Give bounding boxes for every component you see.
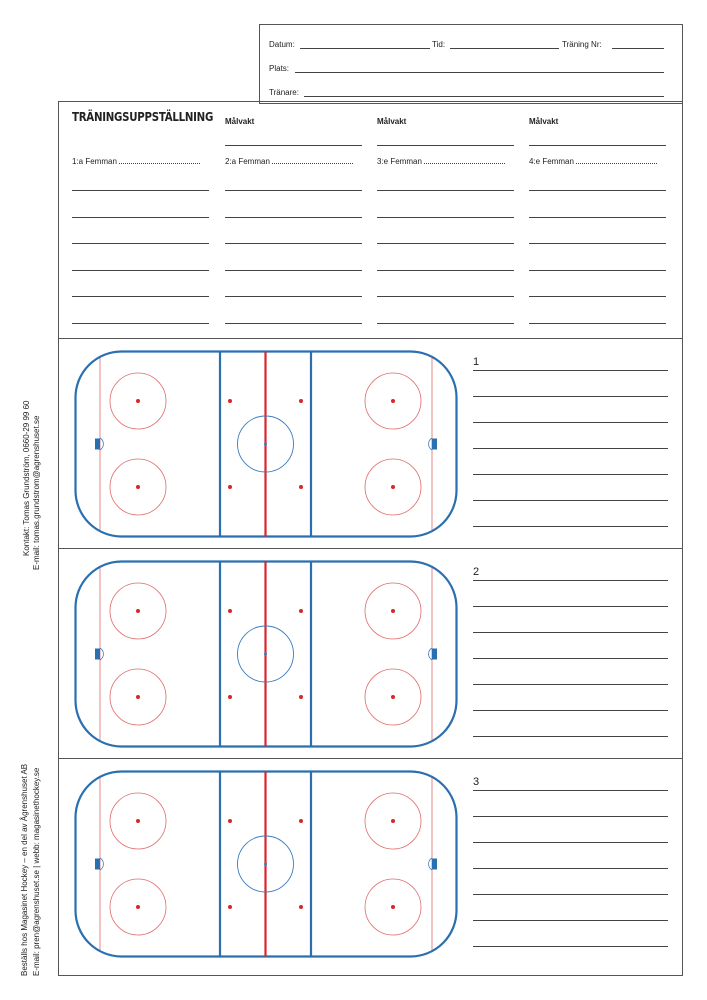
lineup-section: [58, 101, 683, 339]
tranare-label: Tränare:: [269, 88, 299, 97]
faceoff-dot-bl: [136, 905, 140, 909]
player-line-3-3[interactable]: [377, 243, 514, 244]
faceoff-dot-br: [391, 485, 395, 489]
drill-number-1: 1: [473, 356, 480, 368]
player-line-1-3[interactable]: [72, 243, 209, 244]
faceoff-dot-br: [391, 695, 395, 699]
player-line-4-2[interactable]: [529, 217, 666, 218]
faceoff-dot-tr: [391, 399, 395, 403]
order-text-1: Beställs hos Magasinet Hockey – en del av Ågrenshuset AB: [20, 763, 29, 976]
player-line-4-1[interactable]: [529, 190, 666, 191]
neutral-dot-2: [299, 609, 303, 613]
goalie-field-3[interactable]: [377, 145, 514, 146]
player-line-1-5[interactable]: [72, 296, 209, 297]
neutral-dot-1: [228, 399, 232, 403]
drill-note-line-2-7[interactable]: [473, 736, 668, 737]
drill-note-line-1-3[interactable]: [473, 422, 668, 423]
drill-note-line-2-3[interactable]: [473, 632, 668, 633]
drill-note-line-1-2[interactable]: [473, 396, 668, 397]
drill-number-2: 2: [473, 566, 480, 578]
rink-2[interactable]: [74, 560, 458, 753]
drill-note-line-2-1[interactable]: [473, 580, 668, 581]
neutral-dot-4: [299, 695, 303, 699]
goal-left: [95, 439, 100, 450]
faceoff-dot-tl: [136, 609, 140, 613]
femman-label-2: 2:a Femman: [225, 157, 353, 166]
rink-1[interactable]: [74, 350, 458, 543]
faceoff-dot-bl: [136, 485, 140, 489]
header-box: [259, 24, 683, 104]
player-line-2-1[interactable]: [225, 190, 362, 191]
goal-right: [432, 439, 437, 450]
plats-label: Plats:: [269, 64, 290, 73]
order-text-2: E-mail: pren@agrenshuset.se | webb: magasinethockey.se: [32, 767, 41, 976]
femman-label-3: 3:e Femman: [377, 157, 505, 166]
center-dot: [264, 653, 267, 656]
plats-field[interactable]: [295, 72, 664, 73]
drill-note-line-3-6[interactable]: [473, 920, 668, 921]
center-dot: [264, 443, 267, 446]
player-line-1-6[interactable]: [72, 323, 209, 324]
goalie-label-4: Målvakt: [529, 117, 559, 126]
player-line-2-5[interactable]: [225, 296, 362, 297]
goalie-field-4[interactable]: [529, 145, 666, 146]
goalie-label-2: Målvakt: [225, 117, 255, 126]
player-line-1-2[interactable]: [72, 217, 209, 218]
player-line-3-6[interactable]: [377, 323, 514, 324]
player-line-1-1[interactable]: [72, 190, 209, 191]
drill-note-line-3-4[interactable]: [473, 868, 668, 869]
player-line-2-6[interactable]: [225, 323, 362, 324]
neutral-dot-2: [299, 399, 303, 403]
drill-note-line-2-4[interactable]: [473, 658, 668, 659]
drill-note-line-2-5[interactable]: [473, 684, 668, 685]
faceoff-dot-tr: [391, 609, 395, 613]
goal-left: [95, 649, 100, 660]
contact-text-1: Kontakt: Tomas Grundström, 0660-29 99 60: [22, 400, 31, 556]
drill-note-line-3-5[interactable]: [473, 894, 668, 895]
neutral-dot-1: [228, 609, 232, 613]
rink-diagram-2[interactable]: [74, 560, 458, 748]
goalie-label-3: Målvakt: [377, 117, 407, 126]
drill-note-line-1-4[interactable]: [473, 448, 668, 449]
contact-text-2: E-mail: tomas.grundstrom@agrenshuset.se: [32, 415, 41, 570]
femman-label-1: 1:a Femman: [72, 157, 200, 166]
drill-note-line-2-2[interactable]: [473, 606, 668, 607]
goal-left: [95, 859, 100, 870]
goal-right: [432, 649, 437, 660]
neutral-dot-4: [299, 905, 303, 909]
drill-note-line-1-7[interactable]: [473, 526, 668, 527]
player-line-3-1[interactable]: [377, 190, 514, 191]
neutral-dot-2: [299, 819, 303, 823]
neutral-dot-3: [228, 485, 232, 489]
rink-diagram-3[interactable]: [74, 770, 458, 958]
faceoff-dot-tl: [136, 819, 140, 823]
traning-nr-field[interactable]: [612, 48, 664, 49]
traning-nr-label: Träning Nr:: [562, 40, 602, 49]
player-line-4-3[interactable]: [529, 243, 666, 244]
drill-note-line-3-2[interactable]: [473, 816, 668, 817]
player-line-2-3[interactable]: [225, 243, 362, 244]
faceoff-dot-tl: [136, 399, 140, 403]
player-line-3-2[interactable]: [377, 217, 514, 218]
page-title: TRÄNINGSUPPSTÄLLNING: [72, 110, 214, 124]
faceoff-dot-tr: [391, 819, 395, 823]
rink-diagram-1[interactable]: [74, 350, 458, 538]
player-line-4-4[interactable]: [529, 270, 666, 271]
rink-3[interactable]: [74, 770, 458, 963]
faceoff-dot-bl: [136, 695, 140, 699]
drill-note-line-3-7[interactable]: [473, 946, 668, 947]
neutral-dot-4: [299, 485, 303, 489]
tid-label: Tid:: [432, 40, 446, 49]
neutral-dot-1: [228, 819, 232, 823]
player-line-2-4[interactable]: [225, 270, 362, 271]
drill-note-line-3-3[interactable]: [473, 842, 668, 843]
drill-note-line-3-1[interactable]: [473, 790, 668, 791]
drill-note-line-1-6[interactable]: [473, 500, 668, 501]
datum-label: Datum:: [269, 40, 295, 49]
neutral-dot-3: [228, 905, 232, 909]
player-line-1-4[interactable]: [72, 270, 209, 271]
faceoff-dot-br: [391, 905, 395, 909]
player-line-3-4[interactable]: [377, 270, 514, 271]
femman-label-4: 4:e Femman: [529, 157, 657, 166]
center-dot: [264, 863, 267, 866]
tranare-field[interactable]: [304, 96, 664, 97]
tid-field[interactable]: [450, 48, 559, 49]
drill-note-line-2-6[interactable]: [473, 710, 668, 711]
neutral-dot-3: [228, 695, 232, 699]
drill-note-line-1-1[interactable]: [473, 370, 668, 371]
goalie-field-2[interactable]: [225, 145, 362, 146]
drill-note-line-1-5[interactable]: [473, 474, 668, 475]
goal-right: [432, 859, 437, 870]
datum-field[interactable]: [300, 48, 430, 49]
player-line-2-2[interactable]: [225, 217, 362, 218]
player-line-4-6[interactable]: [529, 323, 666, 324]
drill-number-3: 3: [473, 776, 480, 788]
player-line-3-5[interactable]: [377, 296, 514, 297]
player-line-4-5[interactable]: [529, 296, 666, 297]
